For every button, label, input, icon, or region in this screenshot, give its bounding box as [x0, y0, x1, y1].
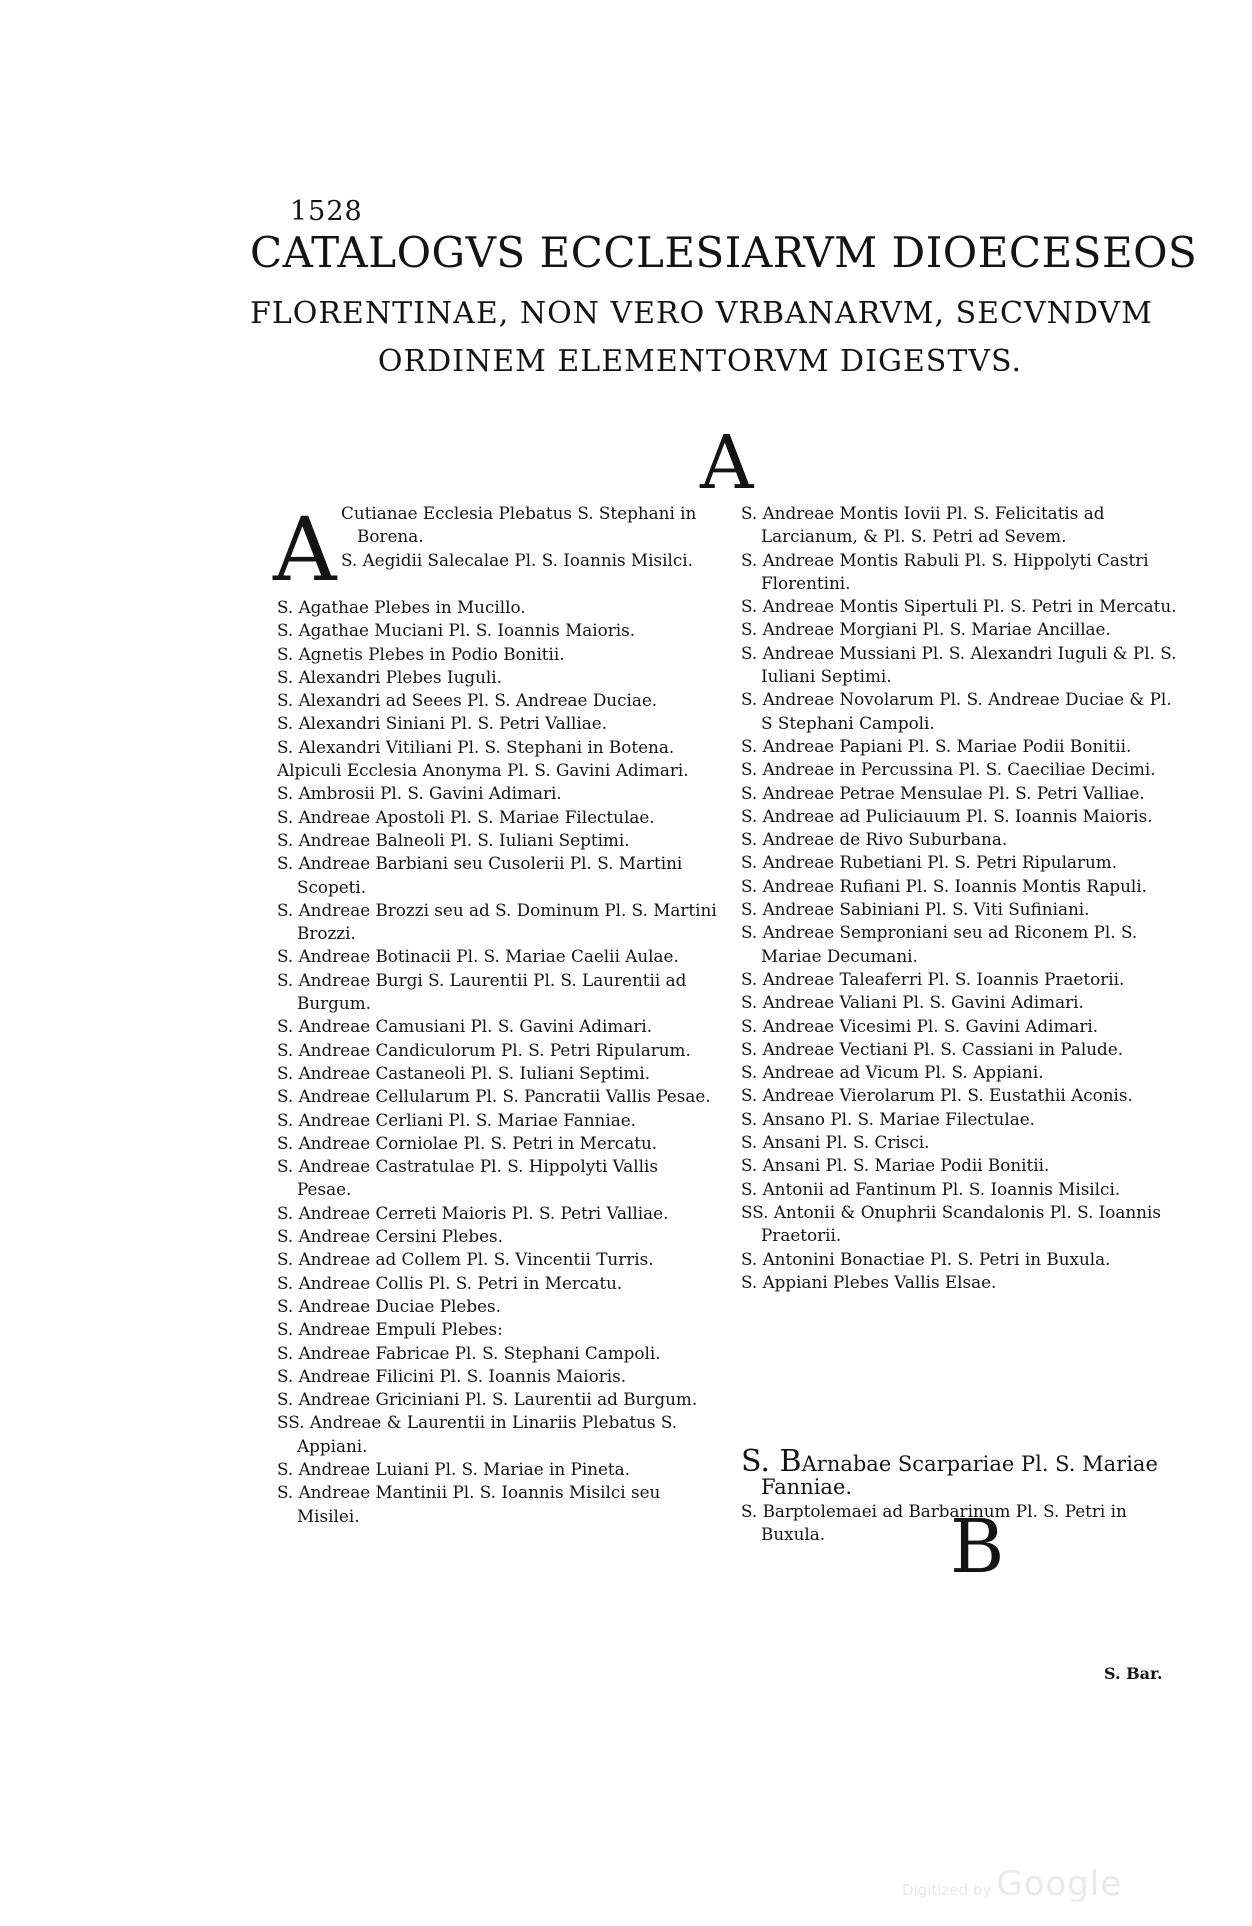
list-item: S. Andreae Griciniani Pl. S. Laurentii ad Burgum. — [277, 1389, 698, 1410]
list-item: S. Andreae Morgiani Pl. S. Mariae Ancillae. — [741, 619, 1111, 640]
list-item: SS. Antonii & Onuphrii Scandalonis Pl. S. Ioannis Praetorii. — [741, 1201, 1161, 1246]
watermark-brand: Google — [996, 1864, 1123, 1904]
list-item: S. Andreae Valiani Pl. S. Gavini Adimari. — [741, 992, 1084, 1013]
drop-cap-b: S. B — [741, 1444, 802, 1480]
catchword: S. Bar. — [1104, 1664, 1163, 1683]
list-item: S. Andreae Apostoli Pl. S. Mariae Filectulae. — [277, 806, 655, 827]
drop-cap-a: A — [273, 498, 337, 601]
list-item: S. Andreae Taleaferri Pl. S. Ioannis Praetorii. — [741, 968, 1125, 989]
list-item: S. Ansani Pl. S. Crisci. — [741, 1132, 930, 1153]
list-item: S. Antonii ad Fantinum Pl. S. Ioannis Misilci. — [741, 1178, 1121, 1199]
list-item: SS. Andreae & Laurentii in Linariis Plebatus S. Appiani. — [277, 1412, 678, 1456]
list-item: S. Alexandri ad Seees Pl. S. Andreae Duciae. — [277, 690, 658, 711]
watermark-prefix: Digitized by — [902, 1881, 992, 1899]
list-item: S. Andreae Fabricae Pl. S. Stephani Campoli. — [277, 1342, 661, 1363]
list-item: S. Andreae Montis Sipertuli Pl. S. Petri in Mercatu. — [741, 596, 1177, 617]
list-item: S. Andreae Cerreti Maioris Pl. S. Petri Valliae. — [277, 1202, 669, 1223]
section-a-lead — [273, 498, 717, 601]
list-item: S. Andreae ad Vicum Pl. S. Appiani. — [741, 1062, 1044, 1083]
list-item: S. Ansano Pl. S. Mariae Filectulae. — [741, 1108, 1035, 1129]
list-item: S. Andreae ad Puliciauum Pl. S. Ioannis Maioris. — [741, 805, 1153, 826]
list-item: S. Agathae Muciani Pl. S. Ioannis Maioris. — [277, 620, 636, 641]
section-heading-b: B — [950, 1504, 1005, 1590]
page-number: 1528 — [290, 196, 363, 227]
list-item: S. Andreae Petrae Mensulae Pl. S. Petri Valliae. — [741, 782, 1145, 803]
list-item: Cutianae Ecclesia Plebatus S. Stephani in Borena. — [341, 503, 697, 547]
list-item: S. Andreae Luiani Pl. S. Mariae in Pineta. — [277, 1458, 631, 1479]
right-entry-list — [741, 502, 1187, 1294]
list-item: S. Andreae Vectiani Pl. S. Cassiani in Palude. — [741, 1038, 1124, 1059]
list-item: S. Andreae Cerliani Pl. S. Mariae Fanniae. — [277, 1109, 637, 1130]
list-item: S. Andreae Filicini Pl. S. Ioannis Maioris. — [277, 1365, 627, 1386]
list-item: S. Andreae Candiculorum Pl. S. Petri Ripularum. — [277, 1039, 691, 1060]
list-item: S. Agnetis Plebes in Podio Bonitii. — [277, 643, 565, 664]
list-item: S. Andreae Camusiani Pl. S. Gavini Adimari. — [277, 1016, 653, 1037]
list-item: S. Andreae Cersini Plebes. — [277, 1226, 503, 1247]
list-item: S. Alexandri Plebes Iuguli. — [277, 666, 502, 687]
list-item: S. Andreae de Rivo Suburbana. — [741, 829, 1008, 850]
list-item: S. Andreae Cellularum Pl. S. Pancratii Vallis Pesae. — [277, 1086, 711, 1107]
left-column — [273, 498, 717, 1528]
list-item: S. Andreae Balneoli Pl. S. Iuliani Septimi. — [277, 829, 630, 850]
list-item: S. Appiani Plebes Vallis Elsae. — [741, 1271, 997, 1292]
list-item: S. Agathae Plebes in Mucillo. — [277, 597, 526, 617]
list-item: S. Andreae Castaneoli Pl. S. Iuliani Septimi. — [277, 1062, 651, 1083]
list-item: S. Andreae Botinacii Pl. S. Mariae Caelii Aulae. — [277, 946, 679, 967]
list-item: S. Andreae Rufiani Pl. S. Ioannis Montis Rapuli. — [741, 875, 1147, 896]
list-item: S. Ambrosii Pl. S. Gavini Adimari. — [277, 783, 562, 804]
list-item: S. Andreae Semproniani seu ad Riconem Pl. S. Mariae Decumani. — [741, 922, 1138, 966]
list-item: S. Andreae Collis Pl. S. Petri in Mercatu. — [277, 1272, 623, 1293]
list-item: S. Andreae Papiani Pl. S. Mariae Podii Bonitii. — [741, 735, 1132, 756]
list-item: S. Alexandri Siniani Pl. S. Petri Valliae. — [277, 713, 608, 734]
list-item: S. Andreae Novolarum Pl. S. Andreae Duciae & Pl. S Stephani Campoli. — [741, 689, 1172, 733]
catalog-title: CATALOGVS ECCLESIARVM DIOECESEOS — [250, 228, 1198, 277]
list-item: S. Andreae in Percussina Pl. S. Caeciliae Decimi. — [741, 759, 1156, 780]
list-item: S. Andreae Castratulae Pl. S. Hippolyti Vallis Pesae. — [277, 1156, 658, 1200]
list-item: S. Andreae ad Collem Pl. S. Vincentii Turris. — [277, 1249, 654, 1270]
list-item: S. Andreae Barbiani seu Cusolerii Pl. S. Martini Scopeti. — [277, 853, 683, 897]
list-item: S. Andreae Duciae Plebes. — [277, 1295, 501, 1316]
catalog-subtitle-line-2: ORDINEM ELEMENTORVM DIGESTVS. — [377, 344, 1023, 379]
list-item: S. Andreae Vierolarum Pl. S. Eustathii Aconis. — [741, 1085, 1133, 1106]
list-item: S. Andreae Montis Rabuli Pl. S. Hippolyti Castri Florentini. — [741, 549, 1149, 593]
list-item: S. Aegidii Salecalae Pl. S. Ioannis Misilci. — [341, 549, 693, 570]
catalog-subtitle-line-1: FLORENTINAE, NON VERO VRBANARVM, SECVNDVM — [250, 296, 1153, 331]
list-item: S. Andreae Brozzi seu ad S. Dominum Pl. S. Martini Brozzi. — [277, 899, 717, 944]
list-item: S. Andreae Rubetiani Pl. S. Petri Ripularum. — [741, 852, 1118, 873]
section-heading-a: A — [700, 420, 754, 506]
list-item: S. Ansani Pl. S. Mariae Podii Bonitii. — [741, 1155, 1050, 1176]
section-b-lead — [741, 1444, 1187, 1500]
list-item: S. Andreae Corniolae Pl. S. Petri in Mercatu. — [277, 1132, 658, 1153]
left-entry-list — [277, 596, 717, 1528]
list-item: S. Andreae Burgi S. Laurentii Pl. S. Laurentii ad Burgum. — [277, 969, 687, 1014]
google-watermark — [902, 1864, 1122, 1904]
list-item: S. Andreae Mantinii Pl. S. Ioannis Misilci seu Misilei. — [277, 1482, 661, 1526]
list-item: S. Alexandri Vitiliani Pl. S. Stephani in Botena. — [277, 736, 675, 757]
right-column — [741, 502, 1187, 1546]
list-item: S. Barptolemaei ad Barbarinum Pl. S. Petri in Buxula. — [741, 1500, 1127, 1544]
list-item: S. Andreae Sabiniani Pl. S. Viti Sufiniani. — [741, 899, 1090, 920]
list-item: S. Antonini Bonactiae Pl. S. Petri in Buxula. — [741, 1248, 1111, 1269]
list-item: S. Andreae Montis Iovii Pl. S. Felicitatis ad Larcianum, & Pl. S. Petri ad Sevem. — [741, 503, 1105, 547]
list-item: Alpiculi Ecclesia Anonyma Pl. S. Gavini Adimari. — [277, 760, 689, 781]
list-item: S. Andreae Empuli Plebes: — [277, 1319, 503, 1340]
list-item: S. Andreae Vicesimi Pl. S. Gavini Adimari. — [741, 1015, 1099, 1036]
section-b-spacer — [741, 1294, 1187, 1450]
list-item: S. Andreae Mussiani Pl. S. Alexandri Iuguli & Pl. S. Iuliani Septimi. — [741, 642, 1177, 687]
section-b-lead-text: Arnabae Scarpariae Pl. S. Mariae Fanniae. — [761, 1452, 1158, 1500]
